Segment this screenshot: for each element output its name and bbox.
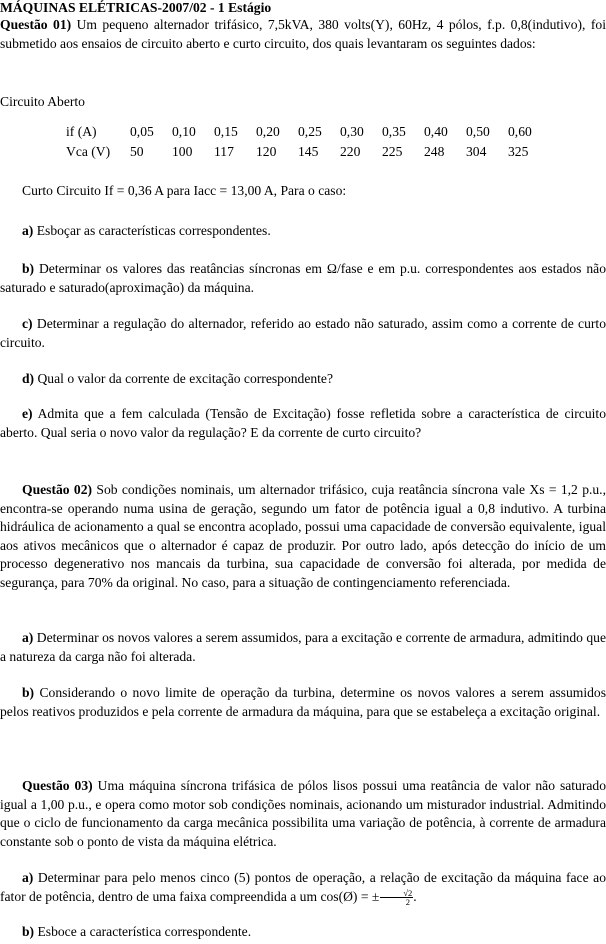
- item-label: e): [22, 406, 33, 421]
- item-end: .: [413, 888, 417, 904]
- sqrt2-over-2-fraction: [380, 889, 413, 906]
- item-text: Determinar a regulação do alternador, referido ao estado não saturado, assim como a corrente de curto circuito.: [0, 316, 606, 350]
- table-cell: 248: [424, 144, 445, 159]
- item-text: Esboce a característica correspondente.: [34, 924, 252, 939]
- q1-item-e: [0, 405, 606, 442]
- item-text: Considerando o novo limite de operação da turbina, determine os novos valores a serem assumidos pelos reativos produzidos e pela corrente de armadura da máquina, para que se estabeleça a excitação original.: [0, 685, 606, 719]
- item-text: Esboçar as características correspondentes.: [33, 223, 271, 238]
- item-text: Determinar para pelo menos cinco (5) pontos de operação, a relação de excitação da máquina face ao fator de potência, dentro de uma faixa compreendida a um cos(Ø) = ±: [0, 870, 606, 904]
- q2-item-b: [0, 684, 606, 721]
- q1-item-d: [22, 370, 606, 388]
- q1-intro: [0, 16, 606, 53]
- table-cell: 145: [298, 144, 319, 159]
- table-cell: 304: [466, 144, 487, 159]
- table-row-vca: [66, 142, 548, 162]
- item-label: b): [22, 924, 35, 939]
- table-cell: 220: [340, 144, 361, 159]
- q3-item-b: [22, 923, 606, 941]
- open-circuit-table: [66, 122, 548, 162]
- item-text: Admita que a fem calculada (Tensão de Excitação) fosse refletida sobre a característica de circuito aberto. Qual seria o novo valor da regulação? E da corrente de curto circuito?: [0, 406, 606, 440]
- q3-intro: [0, 777, 606, 851]
- table-cell: 0,10: [172, 124, 196, 139]
- q1-open-circuit-title: Circuito Aberto: [0, 94, 85, 109]
- q1-intro-text: Um pequeno alternador trifásico, 7,5kVA, 380 volts(Y), 60Hz, 4 pólos, f.p. 0,8(indutivo), foi submetido aos ensaios de circuito aberto e curto circuito, dos quais levantaram os seguintes dados:: [0, 17, 606, 51]
- item-label: a): [22, 223, 34, 238]
- table-cell: 0,35: [382, 124, 406, 139]
- table-cell: 0,30: [340, 124, 364, 139]
- item-text: Qual o valor da corrente de excitação correspondente?: [34, 371, 334, 386]
- item-label: b): [22, 261, 35, 276]
- row-label-vca: Vca (V): [66, 144, 111, 159]
- page-title: MÁQUINAS ELÉTRICAS-2007/02 - 1 Estágio: [0, 0, 272, 15]
- item-label: b): [22, 685, 35, 700]
- table-cell: 0,05: [130, 124, 154, 139]
- table-cell: 325: [508, 144, 529, 159]
- q1-short-circuit: Curto Circuito If = 0,36 A para Iacc = 13,00 A, Para o caso:: [22, 183, 347, 198]
- q1-item-c: [0, 315, 606, 352]
- table-cell: 50: [130, 144, 144, 159]
- row-label-if: if (A): [66, 124, 97, 139]
- q3-intro-text: Uma máquina síncrona trifásica de pólos lisos possui uma reatância de valor não saturado igual a 1,00 p.u., e opera como motor sob condições nominais, acionando um misturador industrial. Admitindo que o ciclo de funcionamento da carga mecânica possibilita uma variação de potência, à corrente de armadura constante sob o ponto de vista da máquina elétrica.: [0, 778, 606, 849]
- table-cell: 117: [214, 144, 234, 159]
- q2-intro-text: Sob condições nominais, um alternador trifásico, cuja reatância síncrona vale Xs = 1,2 p.u., encontra-se operando numa usina de geração, segundo um fator de potência igual a 0,8 indutivo. A turbina hidráulica de acionamento a qual se encontra acoplado, possui uma capacidade de conversão equivalente, igual aos ativos mecânicos que o alternador é capaz de produzir. Por outro lado, após detecção do início de um processo degenerativo nos mancais da turbina, sua capacidade de conversão foi alterada, por medida de segurança, para 70% da original. No caso, para a situação de contingenciamento referenciada.: [0, 482, 606, 590]
- item-text: Determinar os novos valores a serem assumidos, para a excitação e corrente de armadura, admitindo que a natureza da carga não foi alterada.: [0, 630, 606, 664]
- item-label: c): [22, 316, 33, 331]
- q2-intro: [0, 481, 606, 593]
- table-cell: 120: [256, 144, 277, 159]
- table-cell: 0,15: [214, 124, 238, 139]
- table-cell: 0,40: [424, 124, 448, 139]
- table-cell: 0,60: [508, 124, 532, 139]
- table-cell: 0,25: [298, 124, 322, 139]
- table-cell: 100: [172, 144, 193, 159]
- q3-item-a: [0, 869, 606, 906]
- table-row-if: [66, 122, 548, 142]
- q3-label: Questão 03): [22, 778, 93, 793]
- q1-label: Questão 01): [0, 17, 72, 32]
- table-cell: 225: [382, 144, 403, 159]
- q2-label: Questão 02): [22, 482, 93, 497]
- fraction-numerator: √2: [380, 889, 413, 898]
- item-label: d): [22, 371, 35, 386]
- fraction-denominator: 2: [405, 896, 410, 907]
- q2-item-a: [0, 629, 606, 666]
- q1-item-b: [0, 260, 606, 297]
- item-label: a): [22, 630, 34, 645]
- table-cell: 0,50: [466, 124, 490, 139]
- item-text: Determinar os valores das reatâncias síncronas em Ω/fase e em p.u. correspondentes aos estados não saturado e saturado(aproximação) da máquina.: [0, 261, 606, 295]
- table-cell: 0,20: [256, 124, 280, 139]
- item-label: a): [22, 870, 34, 885]
- q1-item-a: [22, 222, 606, 240]
